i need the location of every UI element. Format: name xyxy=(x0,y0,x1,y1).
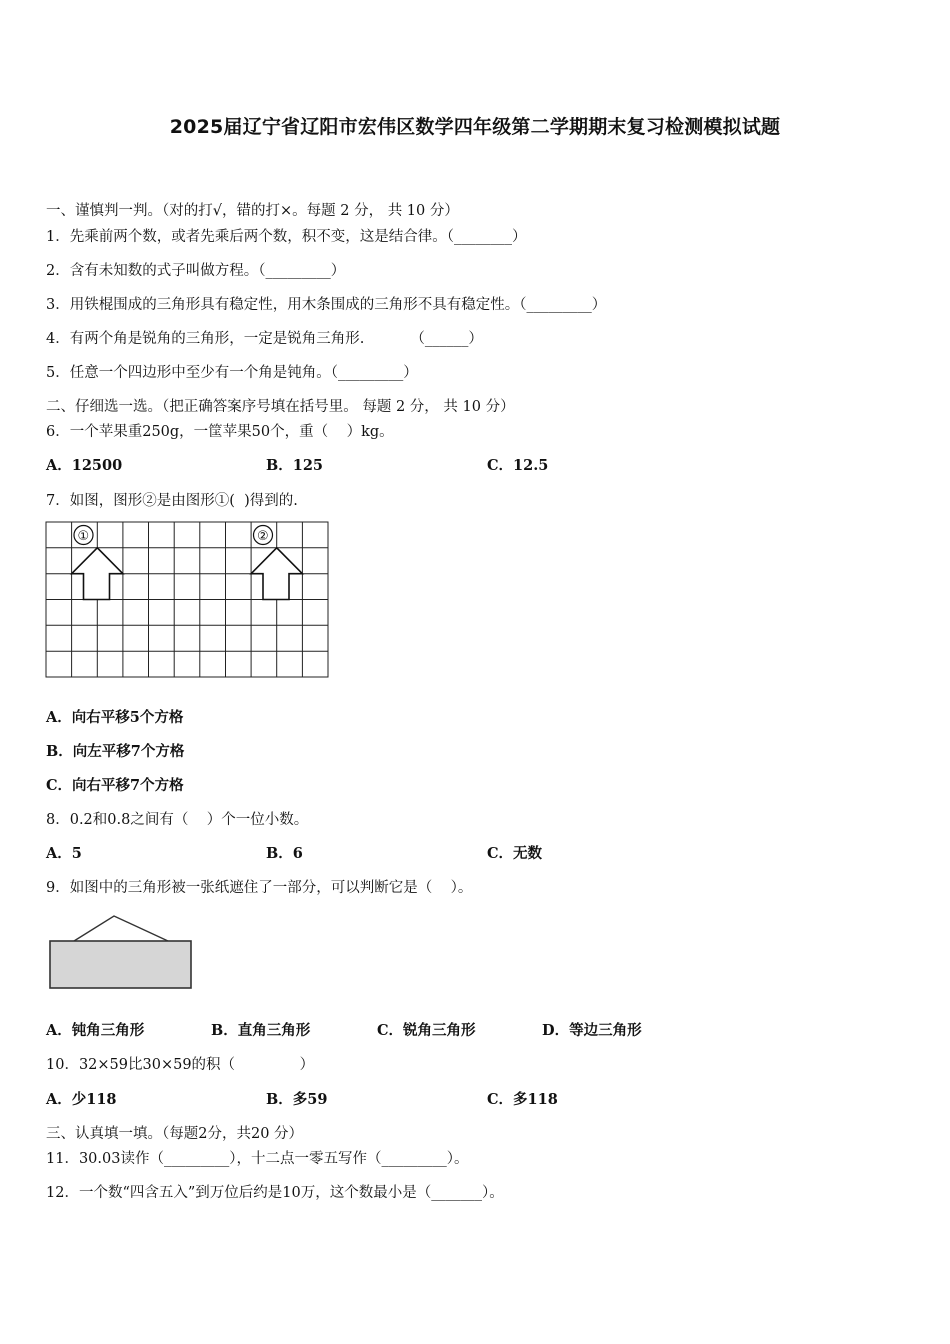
q10-option-a: A．少118 xyxy=(46,1091,117,1108)
shape-label-1: ① xyxy=(77,529,90,544)
q9-option-a: A．钝角三角形 xyxy=(46,1022,145,1039)
q7-option-a: A．向右平移5个方格 xyxy=(46,709,184,726)
question-4: 4．有两个角是锐角的三角形，一定是锐角三角形. （______） xyxy=(46,331,483,347)
question-8: 8．0.2和0.8之间有（ ）个一位小数。 xyxy=(46,812,309,828)
q9-option-b: B．直角三角形 xyxy=(211,1022,311,1039)
q7-option-b: B．向左平移7个方格 xyxy=(46,743,185,760)
question-3: 3．用铁棍围成的三角形具有稳定性，用木条围成的三角形不具有稳定性。（_________） xyxy=(46,297,607,313)
q8-option-c: C．无数 xyxy=(487,845,543,862)
q10-option-c: C．多118 xyxy=(487,1091,558,1108)
q7-option-c: C．向右平移7个方格 xyxy=(46,777,184,794)
q8-option-a: A．5 xyxy=(46,845,82,862)
section3-heading: 三、认真填一填。（每题2分，共20 分） xyxy=(46,1126,304,1142)
question-7: 7．如图，图形②是由图形①( )得到的. xyxy=(46,493,298,509)
q9-option-c: C．锐角三角形 xyxy=(377,1022,476,1039)
section1-heading: 一、谨慎判一判。（对的打√，错的打×。每题 2 分， 共 10 分） xyxy=(46,203,459,219)
q6-option-b: B．125 xyxy=(266,457,324,474)
question-5: 5．任意一个四边形中至少有一个角是钝角。（_________） xyxy=(46,365,418,381)
question-9: 9．如图中的三角形被一张纸遮住了一部分，可以判断它是（ ）。 xyxy=(46,880,473,896)
page-title: 2025届辽宁省辽阳市宏伟区数学四年级第二学期期末复习检测模拟试题 xyxy=(169,116,781,138)
q9-option-d: D．等边三角形 xyxy=(542,1022,642,1039)
q8-option-b: B．6 xyxy=(266,845,303,862)
covered-triangle-figure xyxy=(46,912,196,994)
question-1: 1．先乘前两个数，或者先乘后两个数，积不变，这是结合律。（________） xyxy=(46,229,527,245)
question-2: 2．含有未知数的式子叫做方程。（_________） xyxy=(46,263,346,279)
question-10: 10．32×59比30×59的积（ ） xyxy=(46,1057,315,1073)
q6-option-a: A．12500 xyxy=(46,457,123,474)
q10-option-b: B．多59 xyxy=(266,1091,328,1108)
translation-grid-figure xyxy=(45,521,331,679)
question-12: 12．一个数“四含五入”到万位后约是10万，这个数最小是（_______）。 xyxy=(46,1185,504,1201)
section2-heading: 二、仔细选一选。（把正确答案序号填在括号里。 每题 2 分， 共 10 分） xyxy=(46,399,515,415)
q6-option-c: C．12.5 xyxy=(487,457,549,474)
question-11: 11．30.03读作（_________），十二点一零五写作（_________）。 xyxy=(46,1151,469,1167)
shape-label-2: ② xyxy=(257,529,269,544)
question-6: 6．一个苹果重250g，一筐苹果50个，重（ ）kg。 xyxy=(46,424,394,440)
